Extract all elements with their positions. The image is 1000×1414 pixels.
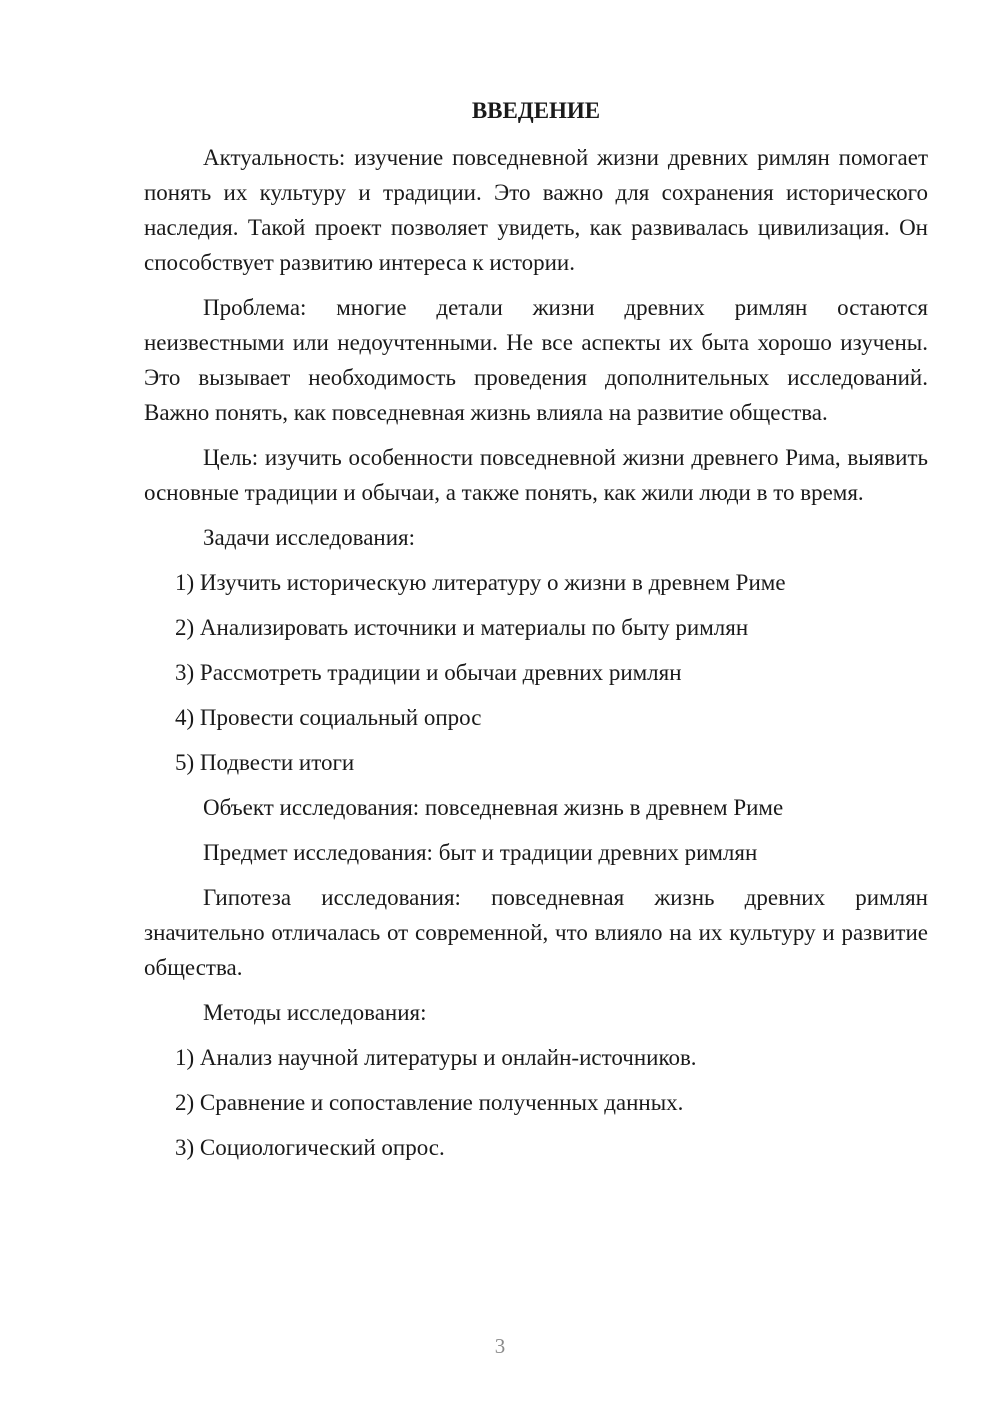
tasks-list	[144, 565, 928, 780]
hypothesis-paragraph: Гипотеза исследования: повседневная жизнь древних римлян значительно отличалась от современной, что влияло на их культуру и развитие общества.	[144, 885, 928, 980]
list-item: 4) Провести социальный опрос	[175, 705, 482, 730]
page-body	[144, 96, 928, 1175]
list-item: 1) Изучить историческую литературу о жизни в древнем Риме	[175, 570, 786, 595]
goal-paragraph: Цель: изучить особенности повседневной жизни древнего Рима, выявить основные традиции и обычаи, а также понять, как жили люди в то время.	[144, 445, 928, 505]
relevance-paragraph: Актуальность: изучение повседневной жизни древних римлян помогает понять их культуру и традиции. Это важно для сохранения исторического наследия. Такой проект позволяет увидеть, как развивалась цивилизация. Он способствует развитию интереса к истории.	[144, 145, 928, 275]
tasks-heading: Задачи исследования:	[203, 525, 416, 550]
list-item: 1) Анализ научной литературы и онлайн-источников.	[175, 1045, 697, 1070]
list-item: 3) Социологический опрос.	[175, 1135, 445, 1160]
page-number: 3	[494, 1334, 506, 1358]
methods-list	[144, 1040, 928, 1165]
list-item: 2) Анализировать источники и материалы по быту римлян	[175, 615, 749, 640]
subject-line: Предмет исследования: быт и традиции древних римлян	[203, 840, 758, 865]
list-item: 3) Рассмотреть традиции и обычаи древних римлян	[175, 660, 682, 685]
list-item: 5) Подвести итоги	[175, 750, 355, 775]
list-item: 2) Сравнение и сопоставление полученных данных.	[175, 1090, 684, 1115]
object-line: Объект исследования: повседневная жизнь в древнем Риме	[203, 795, 784, 820]
methods-heading: Методы исследования:	[203, 1000, 427, 1025]
page-title: ВВЕДЕНИЕ	[471, 98, 601, 123]
problem-paragraph: Проблема: многие детали жизни древних римлян остаются неизвестными или недоучтенными. Не все аспекты их быта хорошо изучены. Это вызывает необходимость проведения дополнительных исследований. Важно понять, как повседневная жизнь влияла на развитие общества.	[144, 295, 928, 425]
